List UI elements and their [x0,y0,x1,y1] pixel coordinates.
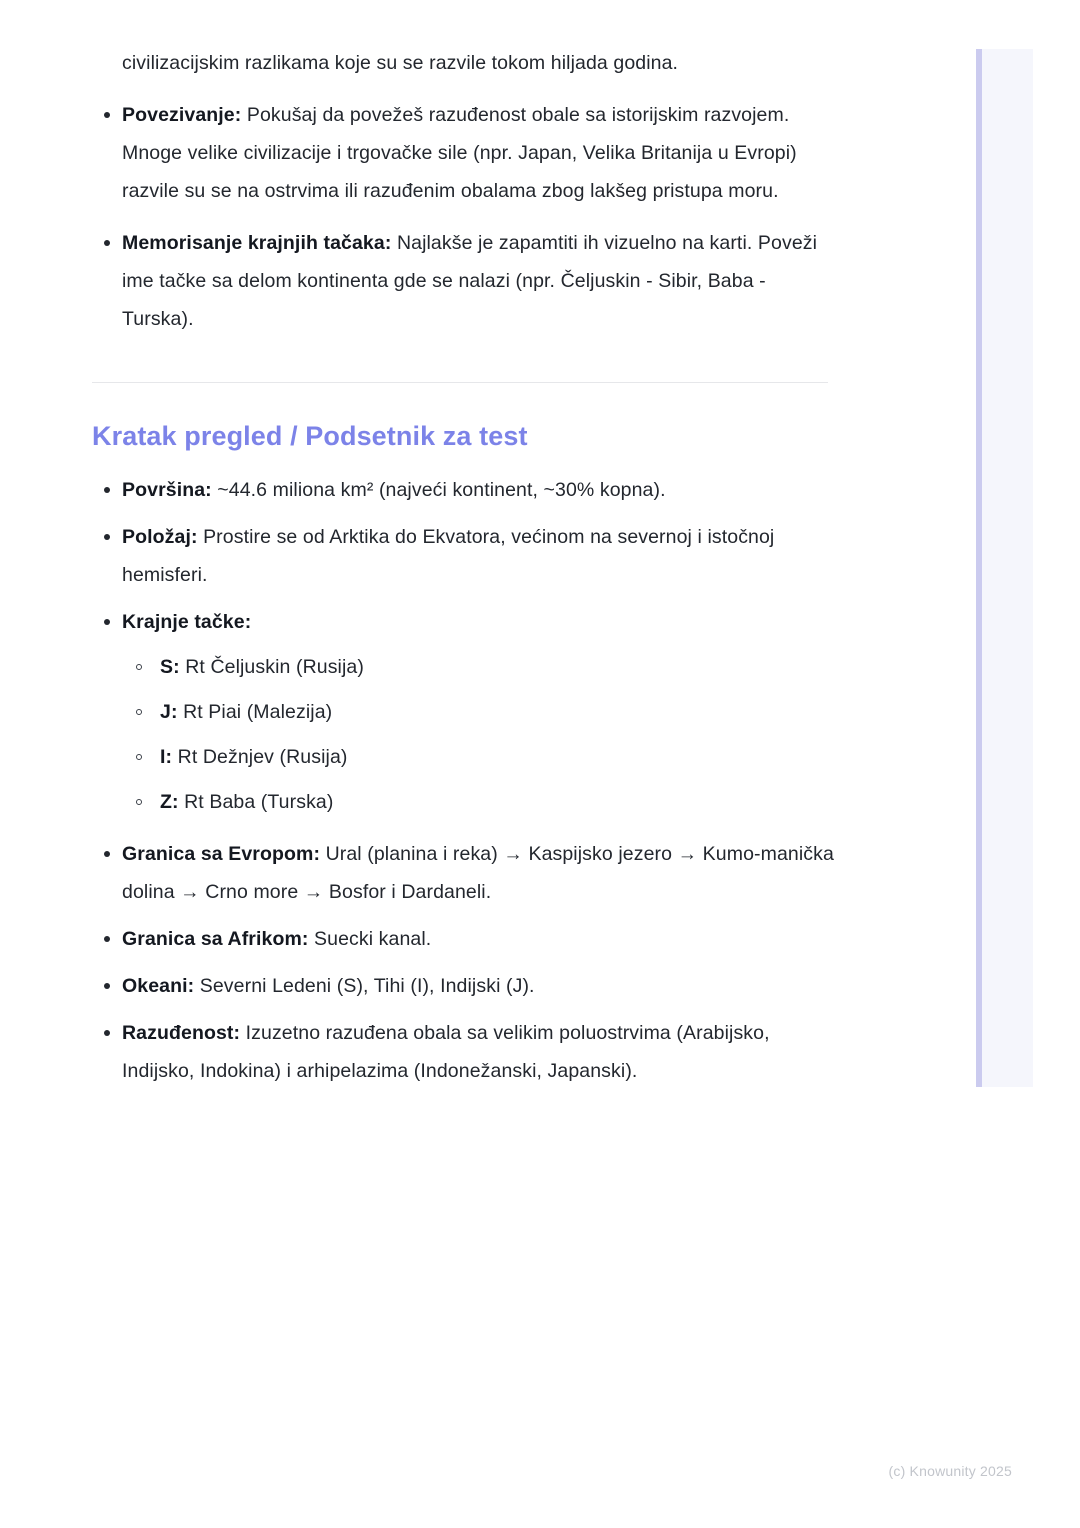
sub-list-item [122,648,840,686]
list-item [92,967,840,1005]
sub-list-item-lead: Z: [160,791,179,813]
list-item [92,835,840,911]
sub-list-item-text: Rt Piai (Malezija) [177,701,333,723]
list-item-text: Prostire se od Arktika do Ekvatora, većinom na severnoj i istočnoj hemisferi. [122,526,775,586]
list-item [92,920,840,958]
sub-list-item-lead: S: [160,656,180,678]
copyright-footer: (c) Knowunity 2025 [888,1463,1012,1479]
section-heading: Kratak pregled / Podsetnik za test [92,421,528,451]
list-item-lead: Memorisanje krajnjih tačaka: [122,232,392,254]
sub-list-item [122,738,840,776]
list-item-lead: Granica sa Evropom: [122,843,321,865]
list-item [92,1014,840,1090]
sub-list-item-lead: I: [160,746,173,768]
sub-list-item-text: Rt Dežnjev (Rusija) [172,746,348,768]
list-item [92,518,840,594]
list-item-lead: Povezivanje: [122,104,242,126]
list-item-lead: Okeani: [122,975,195,997]
list-item-lead: Razuđenost: [122,1022,241,1044]
list-item [92,603,840,821]
tips-list [92,96,840,338]
list-item-text: Ural (planina i reka) → Kaspijsko jezero → Kumo-manička dolina → Crno more → Bosfor i Dardaneli. [122,843,834,903]
list-item-lead: Granica sa Afrikom: [122,928,309,950]
list-item-text: ~44.6 miliona km² (najveći kontinent, ~30% kopna). [211,479,666,501]
list-item-lead: Krajnje tačke: [122,611,252,633]
extreme-points-sublist [122,648,840,821]
sub-list-item-lead: J: [160,701,178,723]
sub-list-item-text: Rt Čeljuskin (Rusija) [179,656,364,678]
list-item-text: Najlakše je zapamtiti ih vizuelno na karti. Poveži ime tačke sa delom kontinenta gde se nalazi (npr. Čeljuskin - Sibir, Baba - Turska). [122,232,818,330]
list-item-text: Pokušaj da povežeš razuđenost obale sa istorijskim razvojem. Mnoge velike civilizacije i trgovačke sile (npr. Japan, Velika Britanija u Evropi) razvile su se na ostrvima ili razuđenim obalama zbog lakšeg pristupa moru. [122,104,797,202]
sub-list-item [122,783,840,821]
sub-list-item-text: Rt Baba (Turska) [178,791,334,813]
list-item [92,96,840,210]
decorative-side-panel [976,49,1033,1087]
summary-list [92,471,840,1090]
list-item [92,224,840,338]
section-divider [92,382,828,383]
sub-list-item [122,693,840,731]
list-item-lead: Položaj: [122,526,198,548]
continuation-paragraph: civilizacijskim razlikama koje su se razvile tokom hiljada godina. [122,52,679,74]
list-item-text: Izuzetno razuđena obala sa velikim poluostrvima (Arabijsko, Indijsko, Indokina) i arhipelazima (Indonežanski, Japanski). [122,1022,770,1082]
list-item-lead: Površina: [122,479,212,501]
list-item-text: Severni Ledeni (S), Tihi (I), Indijski (J). [194,975,535,997]
list-item-text: Suecki kanal. [308,928,432,950]
list-item [92,471,840,509]
